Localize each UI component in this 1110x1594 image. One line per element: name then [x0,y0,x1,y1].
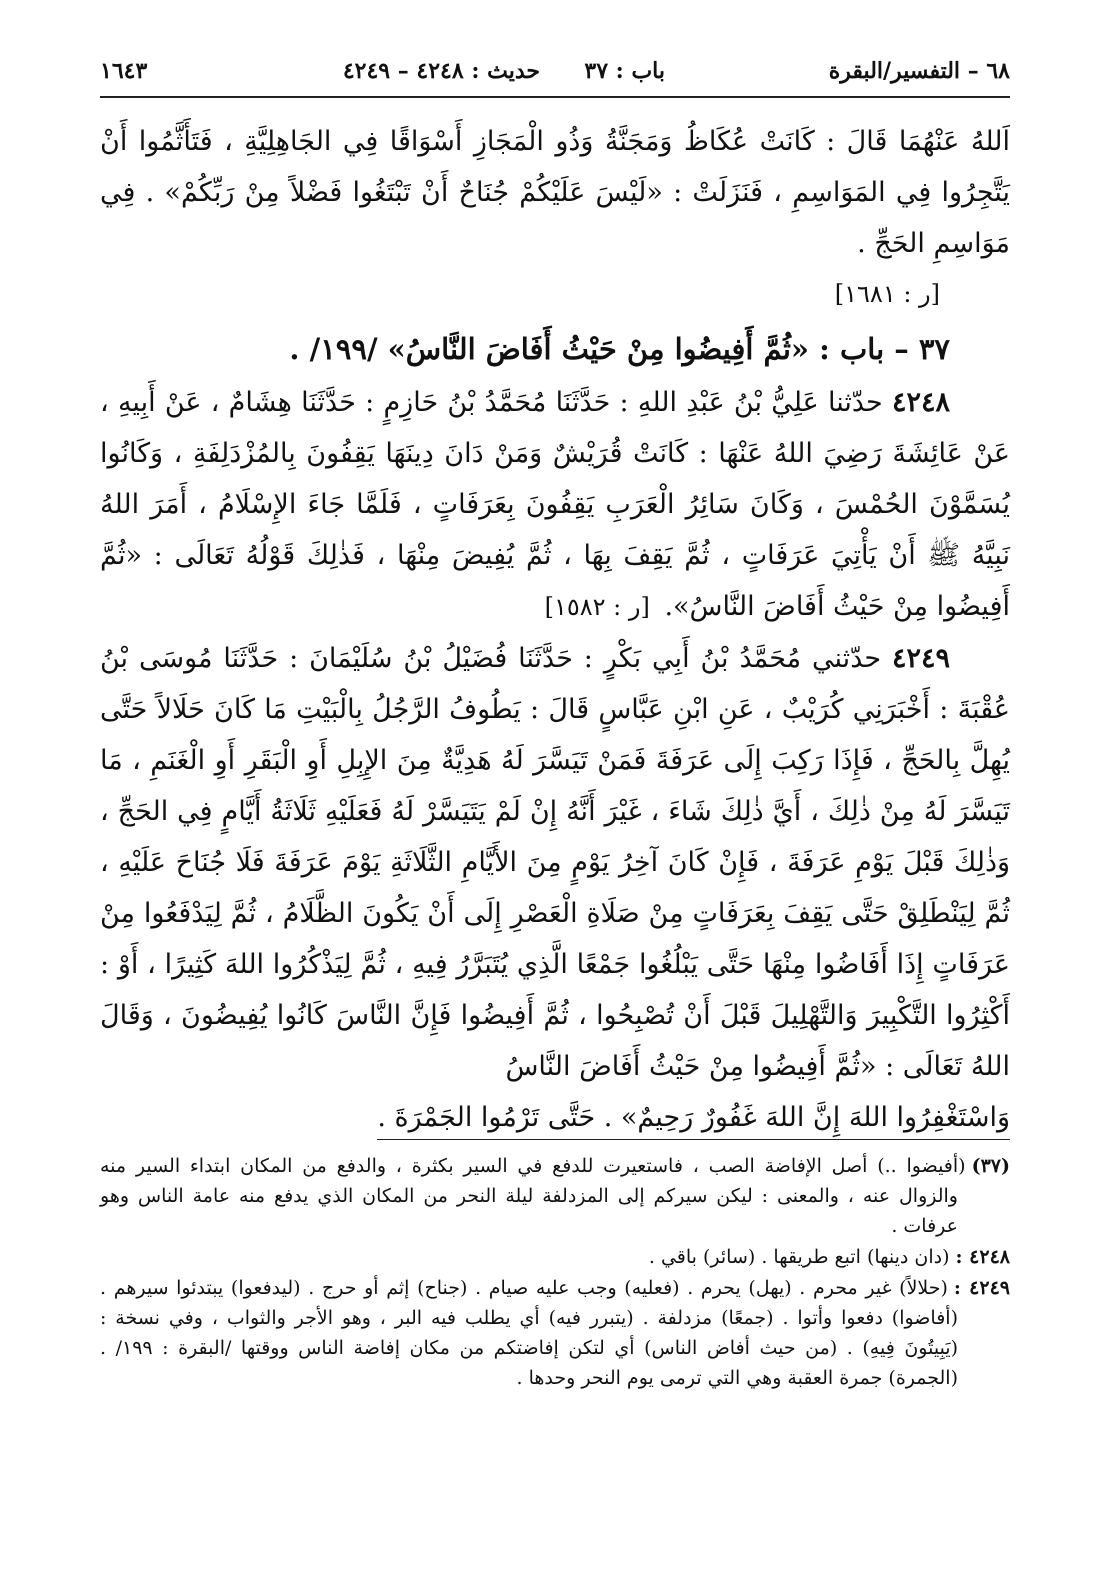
main-text [100,116,1010,1143]
footnote-text: (حلالاً) غير محرم . (يهل) يحرم . (فعليه) وجب عليه صيام . (جناح) إثم أو حرج . (ليدفعوا) يبتدئوا سيرهم . (أفاضوا) دفعوا وأتوا . (جمعًا) مزدلفة . (يتبرر فيه) أي يطلب فيه البر ، وهو الأجر والثواب ، وفي نسخة : (يَبِيتُونَ فِيهِ) . (من حيث أفاض الناس) أي لتكن إفاضتكم من مكان إفاضة الناس ووقتها /البقرة : ١٩٩/ . (الجمرة) جمرة العقبة وهي التي ترمى يوم النحر وحدها . [100,1277,959,1389]
footnote-4248 [100,1242,1010,1272]
footnote-text: (دان دينها) اتبع طريقها . (سائر) باقي . [648,1246,950,1268]
hadith-last-line-row [100,1092,1010,1143]
footnote-37 [100,1151,1010,1241]
header-page-number: ١٦٤٣ [100,58,148,84]
book-page [100,52,1010,1394]
header-hadith-range: حديث : ٤٢٤٨ – ٤٢٤٩ [342,58,540,84]
footnotes [100,1151,1010,1393]
hadith-number: ٤٢٤٩ [891,643,950,674]
hadith-4248 [100,377,1010,633]
footnote-number: ٤٢٤٩ : [953,1277,1010,1299]
page-header [100,52,1010,98]
footnote-number: ٤٢٤٨ : [955,1246,1010,1268]
header-book-title: ٦٨ – التفسير/البقرة [828,58,1010,84]
hadith-text: حدّثنا عَلِيُّ بْنُ عَبْدِ اللهِ : حَدَّثَنَا مُحَمَّدُ بْنُ حَازِمٍ : حَدَّثَنَا هِشَامٌ ، عَنْ أَبِيهِ ، عَنْ عَائِشَةَ رَضِيَ اللهُ عَنْهَا : كَانَتْ قُرَيْشٌ وَمَنْ دَانَ دِينَهَا يَقِفُونَ بِالمُزْدَلِفَةِ ، وَكَانُوا يُسَمَّوْنَ الحُمْسَ ، وَكَانَ سَائِرُ الْعَرَبِ يَقِفُونَ بِعَرَفَاتٍ ، فَلَمَّا جَاءَ الإِسْلَامُ ، أَمَرَ اللهُ نَبِيَّهُ ﷺ أَنْ يَأْتِيَ عَرَفَاتٍ ، ثُمَّ يَقِفَ بِهَا ، ثُمَّ يُفِيضَ مِنْهَا ، فَذٰلِكَ قَوْلُهُ تَعَالَى : «ثُمَّ أَفِيضُوا مِنْ حَيْثُ أَفَاضَ النَّاسُ». [100,387,1010,622]
intro-text: اَللهُ عَنْهُمَا قَالَ : كَانَتْ عُكَاظُ وَمَجَنَّةُ وَذُو الْمَجَازِ أَسْوَاقًا فِي الجَاهِلِيَّةِ ، فَتَأَثَّمُوا أَنْ يَتَّجِرُوا فِي المَوَاسِمِ ، فَنَزَلَتْ : «لَيْسَ عَلَيْكُمْ جُنَاحٌ أَنْ تَبْتَغُوا فَضْلاً مِنْ رَبِّكُمْ» . فِي مَوَاسِمِ الحَجِّ . [100,126,1010,259]
header-bab: باب : ٣٧ [584,58,665,84]
footnote-number: (٣٧) [971,1155,1010,1177]
hadith-text: حدّثني مُحَمَّدُ بْنُ أَبِي بَكْرٍ : حَدَّثَنَا فُضَيْلُ بْنُ سُلَيْمَانَ : حَدَّثَنَا مُوسَى بْنُ عُقْبَةَ : أَخْبَرَنِي كُرَيْبٌ ، عَنِ ابْنِ عَبَّاسٍ قَالَ : يَطُوفُ الرَّجُلُ بِالْبَيْتِ مَا كَانَ حَلَالاً حَتَّى يُهِلَّ بِالحَجِّ ، فَإِذَا رَكِبَ إِلَى عَرَفَةَ فَمَنْ تَيَسَّرَ لَهُ هَدِيَّةٌ مِنَ الإِبِلِ أَوِ الْبَقَرِ أَوِ الْغَنَمِ ، مَا تَيَسَّرَ لَهُ مِنْ ذٰلِكَ ، أَيَّ ذٰلِكَ شَاءَ ، غَيْرَ أَنَّهُ إِنْ لَمْ يَتَيَسَّرْ لَهُ فَعَلَيْهِ ثَلَاثَةُ أَيَّامٍ فِي الحَجِّ ، وَذٰلِكَ قَبْلَ يَوْمِ عَرَفَةَ ، فَإِنْ كَانَ آخِرُ يَوْمٍ مِنَ الأَيَّامِ الثَّلَاثَةِ يَوْمَ عَرَفَةَ فَلَا جُنَاحَ عَلَيْهِ ، ثُمَّ لِيَنْطَلِقْ حَتَّى يَقِفَ بِعَرَفَاتٍ مِنْ صَلَاةِ الْعَصْرِ إِلَى أَنْ يَكُونَ الظَّلَامُ ، ثُمَّ لِيَدْفَعُوا مِنْ عَرَفَاتٍ إِذَا أَفَاضُوا مِنْهَا حَتَّى يَبْلُغُوا جَمْعًا الَّذِي يُتَبَرَّرُ فِيهِ ، ثُمَّ لِيَذْكُرُوا اللهَ كَثِيرًا ، أَوْ : أَكْثِرُوا التَّكْبِيرَ وَالتَّهْلِيلَ قَبْلَ أَنْ تُصْبِحُوا ، ثُمَّ أَفِيضُوا فَإِنَّ النَّاسَ كَانُوا يُفِيضُونَ ، وَقَالَ اللهُ تَعَالَى : «ثُمَّ أَفِيضُوا مِنْ حَيْثُ أَفَاضَ النَّاسُ [100,643,1010,1082]
footnote-4249 [100,1273,1010,1393]
hadith-number: ٤٢٤٨ [891,387,950,418]
footnote-text: (أفيضوا ..) أصل الإفاضة الصب ، فاستعيرت للدفع في السير بكثرة ، والدفع من المكان ابتداء السير منه والزوال عنه ، والمعنى : ليكن سيركم إلى المزدلفة ليلة النحر من المكان الذي يدفع منه عامة الناس وهو عرفات . [100,1155,966,1237]
hadith-last-line: وَاسْتَغْفِرُوا اللهَ إِنَّ اللهَ غَفُورٌ رَحِيمٌ» . حَتَّى تَرْمُوا الجَمْرَةَ . [377,1099,1010,1140]
intro-paragraph [100,116,1010,269]
hadith-4249 [100,633,1010,1092]
bab-title: ٣٧ – باب : «ثُمَّ أَفِيضُوا مِنْ حَيْثُ أَفَاضَ النَّاسُ» /١٩٩/ . [289,332,950,366]
hadith-reference: [ر : ١٥٨٢] [544,593,650,621]
intro-reference: [ر : ١٦٨١] [834,280,940,308]
